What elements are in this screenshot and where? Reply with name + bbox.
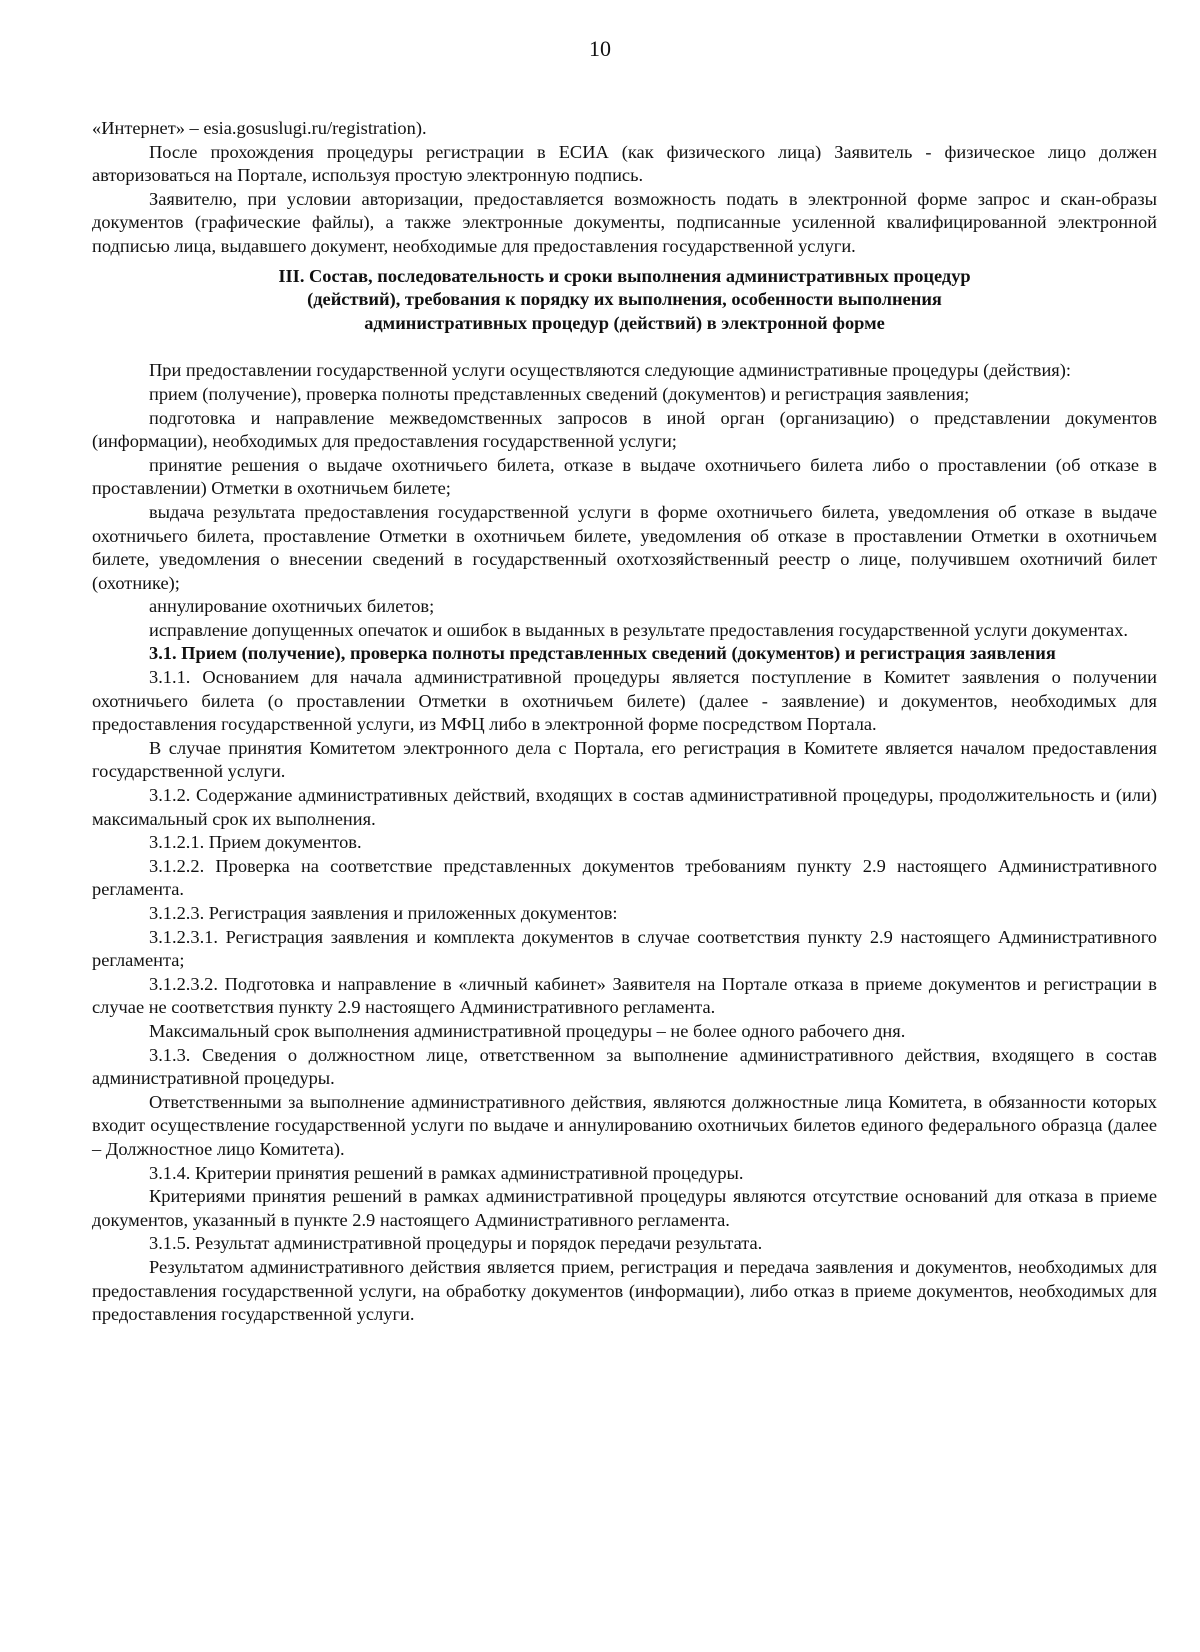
paragraph: 3.1.4. Критерии принятия решений в рамках административной процедуры. (149, 1162, 744, 1183)
paragraph: Результатом административного действия является прием, регистрация и передача заявления и документов, необходимых для предоставления государственной услуги, на обработку документов (информации), либо отказ в приеме документов, необходимых для предоставления государственной услуги. (92, 1256, 1157, 1325)
paragraph: При предоставлении государственной услуги осуществляются следующие административные процедуры (действия): (149, 360, 1071, 381)
document-body (92, 117, 1157, 1327)
list-item: прием (получение), проверка полноты представленных сведений (документов) и регистрация заявления; (149, 383, 970, 404)
paragraph: 3.1.2.3.1. Регистрация заявления и комплекта документов в случае соответствия пункту 2.9 настоящего Административного регламента; (92, 926, 1157, 971)
page-number: 10 (589, 36, 611, 61)
paragraph: Заявителю, при условии авторизации, предоставляется возможность подать в электронной форме запрос и скан-образы документов (графические файлы), а также электронные документы, подписанные усиленной квалифицированной электронной подписью лица, выдавшего документ, необходимые для предоставления государственной услуги. (92, 188, 1157, 256)
paragraph: В случае принятия Комитетом электронного дела с Портала, его регистрация в Комитете является началом предоставления государственной услуги. (92, 737, 1157, 782)
section-heading: III. Состав, последовательность и сроки выполнения административных процедур (действий), требования к порядку их выполнения, особенности выполнения административных процедур (действий) в электронной форме (278, 265, 971, 333)
list-item: подготовка и направление межведомственных запросов в иной орган (организацию) о представлении документов (информации), необходимых для предоставления государственной услуги; (92, 407, 1157, 452)
paragraph: 3.1.2.1. Прием документов. (149, 832, 362, 853)
paragraph: 3.1.3. Сведения о должностном лице, ответственном за выполнение административного действия, входящего в состав административной процедуры. (92, 1044, 1157, 1089)
paragraph: «Интернет» – esia.gosuslugi.ru/registration). (92, 118, 427, 138)
paragraph: Критериями принятия решений в рамках административной процедуры являются отсутствие оснований для отказа в приеме документов, указанный в пункте 2.9 настоящего Административного регламента. (92, 1186, 1157, 1230)
paragraph: 3.1.2.3. Регистрация заявления и приложенных документов: (149, 903, 618, 923)
subsection-heading: 3.1. Прием (получение), проверка полноты представленных сведений (документов) и регистрация заявления (149, 643, 1056, 664)
list-item: аннулирование охотничьих билетов; (149, 596, 435, 617)
paragraph: Ответственными за выполнение административного действия, являются должностные лица Комитета, в обязанности которых входит осуществление государственной услуги по выдаче и аннулированию охотничьих билетов единого федерального образца (далее – Должностное лицо Комитета). (92, 1091, 1157, 1159)
paragraph: Максимальный срок выполнения административной процедуры – не более одного рабочего дня. (149, 1020, 906, 1041)
list-item: выдача результата предоставления государственной услуги в форме охотничьего билета, уведомления об отказе в выдаче охотничьего билета, проставление Отметки в охотничьем билете, уведомления об отказе в проставлении Отметки в охотничьем билете, уведомления о внесении сведений в государственный охотхозяйственный реестр о лице, получившем охотничий билет (охотнике); (92, 501, 1157, 593)
paragraph: 3.1.5. Результат административной процедуры и порядок передачи результата. (149, 1233, 763, 1254)
list-item: принятие решения о выдаче охотничьего билета, отказе в выдаче охотничьего билета либо о проставлении (об отказе в проставлении) Отметки в охотничьем билете; (92, 454, 1157, 499)
paragraph: После прохождения процедуры регистрации в ЕСИА (как физического лица) Заявитель - физическое лицо должен авторизоваться на Портале, используя простую электронную подпись. (92, 141, 1157, 186)
paragraph: 3.1.2.3.2. Подготовка и направление в «личный кабинет» Заявителя на Портале отказа в приеме документов и регистрации в случае не соответствия пункту 2.9 настоящего Административного регламента. (92, 973, 1157, 1018)
paragraph: 3.1.2. Содержание административных действий, входящих в состав административной процедуры, продолжительность и (или) максимальный срок их выполнения. (92, 785, 1157, 829)
paragraph: 3.1.2.2. Проверка на соответствие представленных документов требованиям пункту 2.9 настоящего Административного регламента. (92, 855, 1157, 900)
paragraph: 3.1.1. Основанием для начала административной процедуры является поступление в Комитет заявления о получении охотничьего билета (о проставлении Отметки в охотничьем билете) (далее - заявление) и документов, необходимых для предоставления государственной услуги, из МФЦ либо в электронной форме посредством Портала. (92, 667, 1157, 735)
list-item: исправление допущенных опечаток и ошибок в выданных в результате предоставления государственной услуги документах. (149, 619, 1129, 640)
